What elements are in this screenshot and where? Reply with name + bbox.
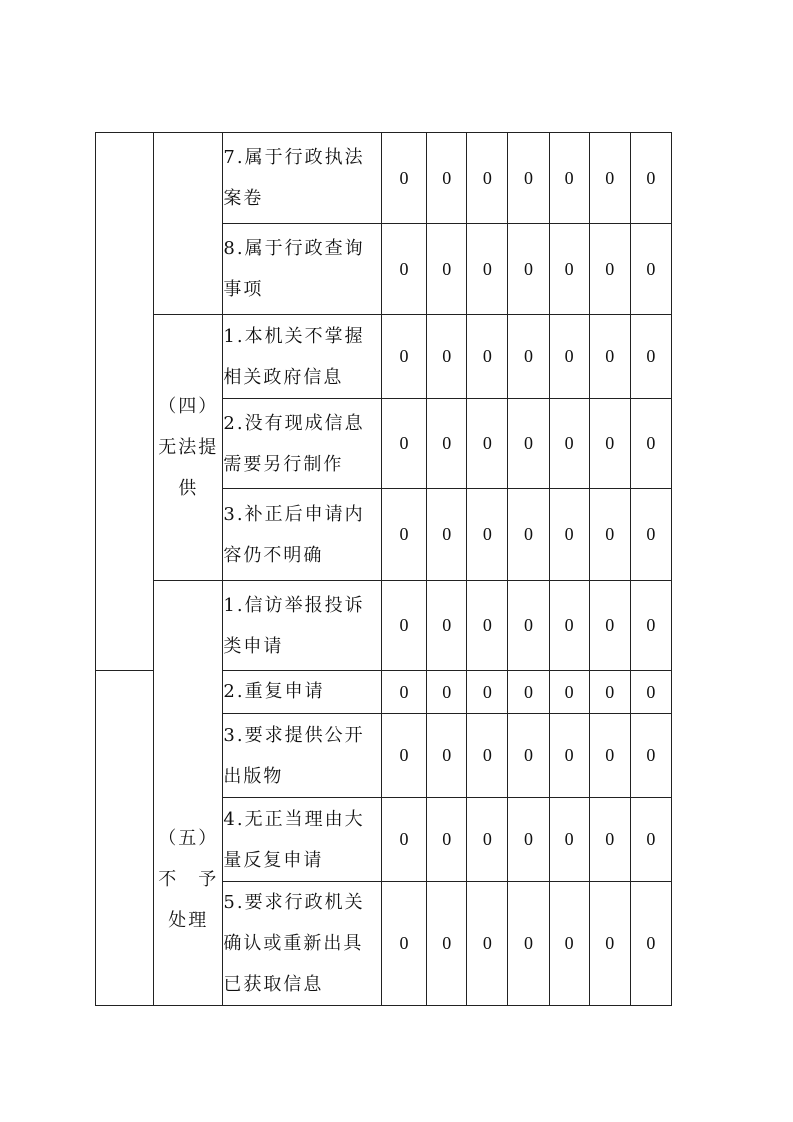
statistics-table <box>95 132 672 1006</box>
count-value: 0 <box>589 798 630 882</box>
count-value: 0 <box>467 581 508 671</box>
item-label: 3.补正后申请内容仍不明确 <box>223 489 382 581</box>
count-value: 0 <box>630 133 671 224</box>
count-value: 0 <box>549 399 589 489</box>
count-value: 0 <box>549 224 589 315</box>
count-value: 0 <box>549 581 589 671</box>
subcategory-four-cell: （四）无法提供 <box>154 315 223 581</box>
count-value: 0 <box>589 671 630 714</box>
count-value: 0 <box>427 714 467 798</box>
item-label: 7.属于行政执法案卷 <box>223 133 382 224</box>
count-value: 0 <box>549 133 589 224</box>
item-label: 3.要求提供公开出版物 <box>223 714 382 798</box>
count-value: 0 <box>467 224 508 315</box>
count-value: 0 <box>381 581 426 671</box>
count-value: 0 <box>381 315 426 399</box>
count-value: 0 <box>381 882 426 1006</box>
item-label: 8.属于行政查询事项 <box>223 224 382 315</box>
count-value: 0 <box>427 882 467 1006</box>
count-value: 0 <box>630 489 671 581</box>
outer-category-cell <box>96 671 154 1006</box>
count-value: 0 <box>589 399 630 489</box>
count-value: 0 <box>427 489 467 581</box>
count-value: 0 <box>467 133 508 224</box>
count-value: 0 <box>508 399 549 489</box>
count-value: 0 <box>549 315 589 399</box>
count-value: 0 <box>467 671 508 714</box>
count-value: 0 <box>549 798 589 882</box>
table-row <box>96 581 672 671</box>
count-value: 0 <box>467 798 508 882</box>
count-value: 0 <box>467 315 508 399</box>
count-value: 0 <box>427 671 467 714</box>
count-value: 0 <box>381 399 426 489</box>
count-value: 0 <box>589 882 630 1006</box>
count-value: 0 <box>381 133 426 224</box>
count-value: 0 <box>467 489 508 581</box>
count-value: 0 <box>508 882 549 1006</box>
count-value: 0 <box>630 581 671 671</box>
count-value: 0 <box>508 798 549 882</box>
count-value: 0 <box>381 714 426 798</box>
count-value: 0 <box>467 399 508 489</box>
count-value: 0 <box>508 671 549 714</box>
count-value: 0 <box>508 133 549 224</box>
count-value: 0 <box>630 798 671 882</box>
count-value: 0 <box>630 671 671 714</box>
count-value: 0 <box>381 671 426 714</box>
count-value: 0 <box>630 882 671 1006</box>
count-value: 0 <box>630 714 671 798</box>
count-value: 0 <box>508 714 549 798</box>
subcategory-five-cell: （五）不 予处理 <box>154 581 223 1006</box>
count-value: 0 <box>549 489 589 581</box>
count-value: 0 <box>467 714 508 798</box>
count-value: 0 <box>589 224 630 315</box>
item-label: 1.本机关不掌握相关政府信息 <box>223 315 382 399</box>
count-value: 0 <box>427 315 467 399</box>
table-row <box>96 133 672 224</box>
count-value: 0 <box>549 882 589 1006</box>
count-value: 0 <box>549 671 589 714</box>
item-label: 1.信访举报投诉类申请 <box>223 581 382 671</box>
count-value: 0 <box>427 133 467 224</box>
count-value: 0 <box>381 798 426 882</box>
item-label: 5.要求行政机关确认或重新出具已获取信息 <box>223 882 382 1006</box>
count-value: 0 <box>427 399 467 489</box>
count-value: 0 <box>630 224 671 315</box>
count-value: 0 <box>549 714 589 798</box>
count-value: 0 <box>508 315 549 399</box>
table-row <box>96 315 672 399</box>
count-value: 0 <box>508 581 549 671</box>
item-label: 2.重复申请 <box>223 671 382 714</box>
count-value: 0 <box>427 798 467 882</box>
count-value: 0 <box>630 399 671 489</box>
count-value: 0 <box>508 224 549 315</box>
count-value: 0 <box>589 133 630 224</box>
count-value: 0 <box>427 224 467 315</box>
count-value: 0 <box>589 714 630 798</box>
item-label: 4.无正当理由大量反复申请 <box>223 798 382 882</box>
count-value: 0 <box>381 224 426 315</box>
count-value: 0 <box>630 315 671 399</box>
count-value: 0 <box>467 882 508 1006</box>
count-value: 0 <box>589 489 630 581</box>
count-value: 0 <box>381 489 426 581</box>
count-value: 0 <box>427 581 467 671</box>
item-label: 2.没有现成信息需要另行制作 <box>223 399 382 489</box>
count-value: 0 <box>589 581 630 671</box>
subcategory-cell <box>154 133 223 315</box>
outer-category-cell <box>96 133 154 671</box>
count-value: 0 <box>589 315 630 399</box>
count-value: 0 <box>508 489 549 581</box>
